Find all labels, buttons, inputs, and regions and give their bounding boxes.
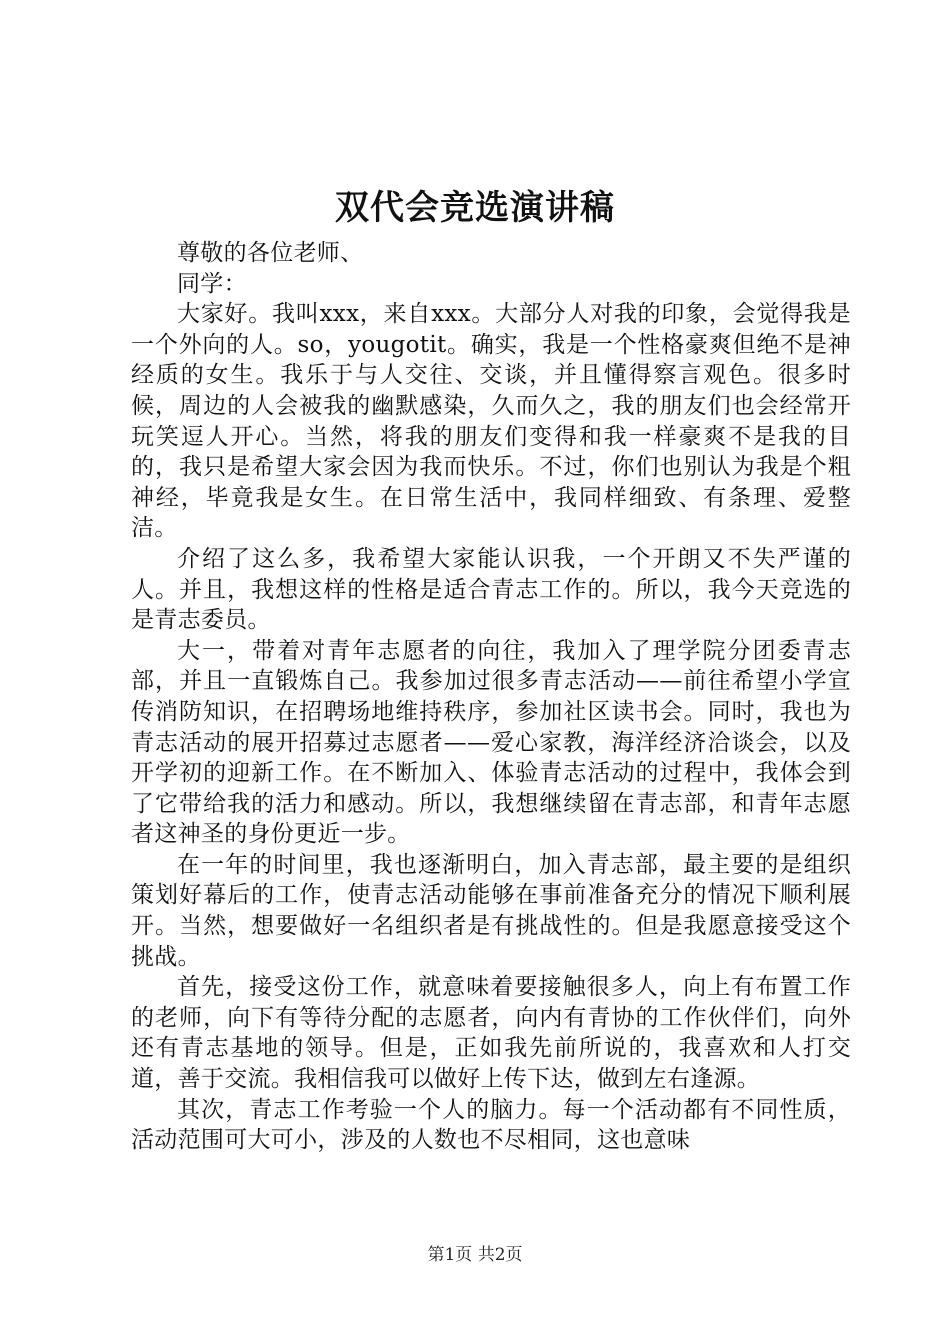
salutation-line-1: 尊敬的各位老师、 [177,240,364,266]
document-title: 双代会竞选演讲稿 [335,188,615,228]
paragraph-candidacy: 介绍了这么多，我希望大家能认识我，一个开朗又不失严谨的人。并且，我想这样的性格是适合青志工作的。所以，我今天竞选的是青志委员。 [131,545,851,634]
document-body [131,238,851,1156]
salutation-line-2: 同学： [177,270,247,297]
paragraph-first-point: 首先，接受这份工作，就意味着要接触很多人，向上有布置工作的老师，向下有等待分配的志愿者，向内有青协的工作伙伴们，向外还有青志基地的领导。但是，正如我先前所说的，我喜欢和人打交道，善于交流。我相信我可以做好上传下达，做到左右逢源。 [131,974,851,1093]
paragraph-introduction: 大家好。我叫xxx，来自xxx。大部分人对我的印象，会觉得我是一个外向的人。so，yougotit。确实，我是一个性格豪爽但绝不是神经质的女生。我乐于与人交往、交谈，并且懂得察言观色。很多时候，周边的人会被我的幽默感染，久而久之，我的朋友们也会经常开玩笑逗人开心。当然，将我的朋友们变得和我一样豪爽不是我的目的，我只是希望大家会因为我而快乐。不过，你们也别认为我是个粗神经，毕竟我是女生。在日常生活中，我同样细致、有条理、爱整洁。 [131,301,851,542]
paragraph-understanding: 在一年的时间里，我也逐渐明白，加入青志部，最主要的是组织策划好幕后的工作，使青志活动能够在事前准备充分的情况下顺利展开。当然，想要做好一名组织者是有挑战性的。但是我愿意接受这个挑战。 [131,851,851,970]
page-footer: 第1页 共2页 [427,1245,523,1265]
paragraph-experience: 大一，带着对青年志愿者的向往，我加入了理学院分团委青志部，并且一直锻炼自己。我参加过很多青志活动——前往希望小学宣传消防知识，在招聘场地维持秩序，参加社区读书会。同时，我也为青志活动的展开招募过志愿者——爱心家教，海洋经济洽谈会，以及开学初的迎新工作。在不断加入、体验青志活动的过程中，我体会到了它带给我的活力和感动。所以，我想继续留在青志部，和青年志愿者这神圣的身份更近一步。 [131,637,851,848]
paragraph-second-point: 其次，青志工作考验一个人的脑力。每一个活动都有不同性质，活动范围可大可小，涉及的人数也不尽相同，这也意味 [131,1096,851,1154]
